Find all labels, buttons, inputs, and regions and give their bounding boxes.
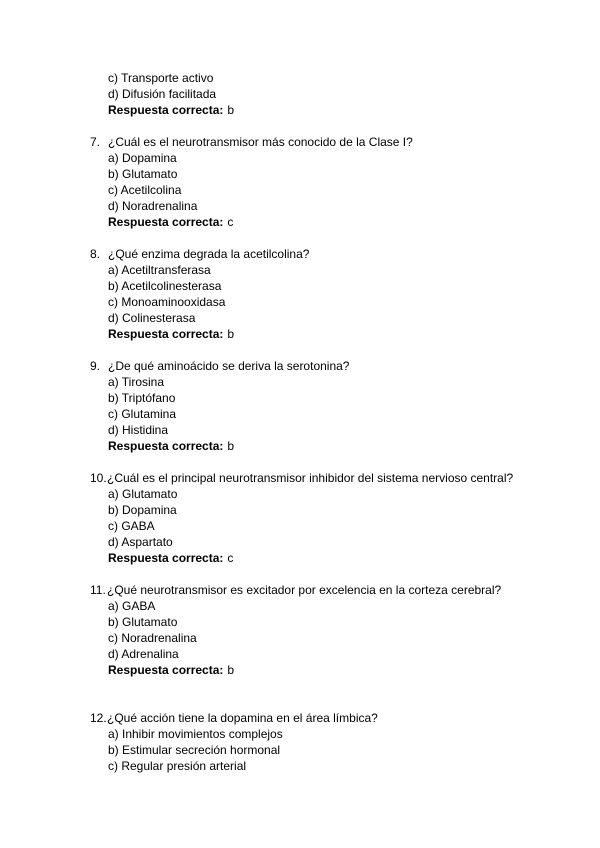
option: a) Inhibir movimientos complejos <box>108 727 283 741</box>
question-7 <box>0 134 600 230</box>
option: c) GABA <box>108 519 155 533</box>
answer-line <box>0 550 600 566</box>
option: d) Difusión facilitada <box>108 87 217 101</box>
option: c) Regular presión arterial <box>108 759 247 773</box>
option: b) Acetilcolinesterasa <box>108 279 222 293</box>
question-text: ¿Cuál es el neurotransmisor más conocido de la Clase I? <box>108 135 413 149</box>
question-line <box>0 710 600 726</box>
option: b) Triptófano <box>108 391 176 405</box>
answer-line <box>0 102 600 118</box>
option: b) Estimular secreción hormonal <box>108 743 281 757</box>
question-text: ¿Qué acción tiene la dopamina en el área límbica? <box>107 711 378 725</box>
answer-label: Respuesta correcta: <box>108 103 224 117</box>
question-9 <box>0 358 600 454</box>
option: d) Histidina <box>108 423 169 437</box>
option: c) Noradrenalina <box>108 631 197 645</box>
option: c) Transporte activo <box>108 71 214 85</box>
answer-label: Respuesta correcta: <box>108 663 224 677</box>
question-text: ¿Cuál es el principal neurotransmisor inhibidor del sistema nervioso central? <box>107 471 514 485</box>
answer-value: c <box>227 215 234 229</box>
answer-value: b <box>227 663 235 677</box>
question-line <box>0 246 600 262</box>
question-number: 11. <box>90 583 106 597</box>
question-number: 12. <box>90 711 107 725</box>
question-number: 7. <box>90 135 101 149</box>
answer-value: b <box>227 439 235 453</box>
option: d) Noradrenalina <box>108 199 198 213</box>
question-12 <box>0 710 600 774</box>
option: a) Glutamato <box>108 487 178 501</box>
option: d) Adrenalina <box>108 647 179 661</box>
answer-label: Respuesta correcta: <box>108 439 224 453</box>
question-text: ¿Qué neurotransmisor es excitador por excelencia en la corteza cerebral? <box>107 583 502 597</box>
question-number: 9. <box>90 359 101 373</box>
option: c) Glutamina <box>108 407 177 421</box>
option: a) Tirosina <box>108 375 165 389</box>
answer-line <box>0 326 600 342</box>
question-line <box>0 134 600 150</box>
answer-value: c <box>227 551 234 565</box>
answer-line <box>0 438 600 454</box>
option: c) Monoaminooxidasa <box>108 295 226 309</box>
question-line <box>0 358 600 374</box>
option: d) Colinesterasa <box>108 311 196 325</box>
question-number: 8. <box>90 247 101 261</box>
option: c) Acetilcolina <box>108 183 182 197</box>
answer-value: b <box>227 103 235 117</box>
question-text: ¿De qué aminoácido se deriva la serotonina? <box>108 359 350 373</box>
option: a) Acetiltransferasa <box>108 263 211 277</box>
option: b) Dopamina <box>108 503 177 517</box>
question-11 <box>0 582 600 678</box>
option: a) Dopamina <box>108 151 177 165</box>
option: b) Glutamato <box>108 167 178 181</box>
question-number: 10. <box>90 471 107 485</box>
question-text: ¿Qué enzima degrada la acetilcolina? <box>108 247 310 261</box>
answer-line <box>0 662 600 678</box>
question-line <box>0 582 600 598</box>
question-line <box>0 470 600 486</box>
option: b) Glutamato <box>108 615 178 629</box>
question-8 <box>0 246 600 342</box>
answer-label: Respuesta correcta: <box>108 215 224 229</box>
option: a) GABA <box>108 599 156 613</box>
question-10 <box>0 470 600 566</box>
answer-label: Respuesta correcta: <box>108 551 224 565</box>
answer-label: Respuesta correcta: <box>108 327 224 341</box>
question-6-fragment <box>0 70 600 118</box>
option: d) Aspartato <box>108 535 173 549</box>
answer-line <box>0 214 600 230</box>
answer-value: b <box>227 327 235 341</box>
